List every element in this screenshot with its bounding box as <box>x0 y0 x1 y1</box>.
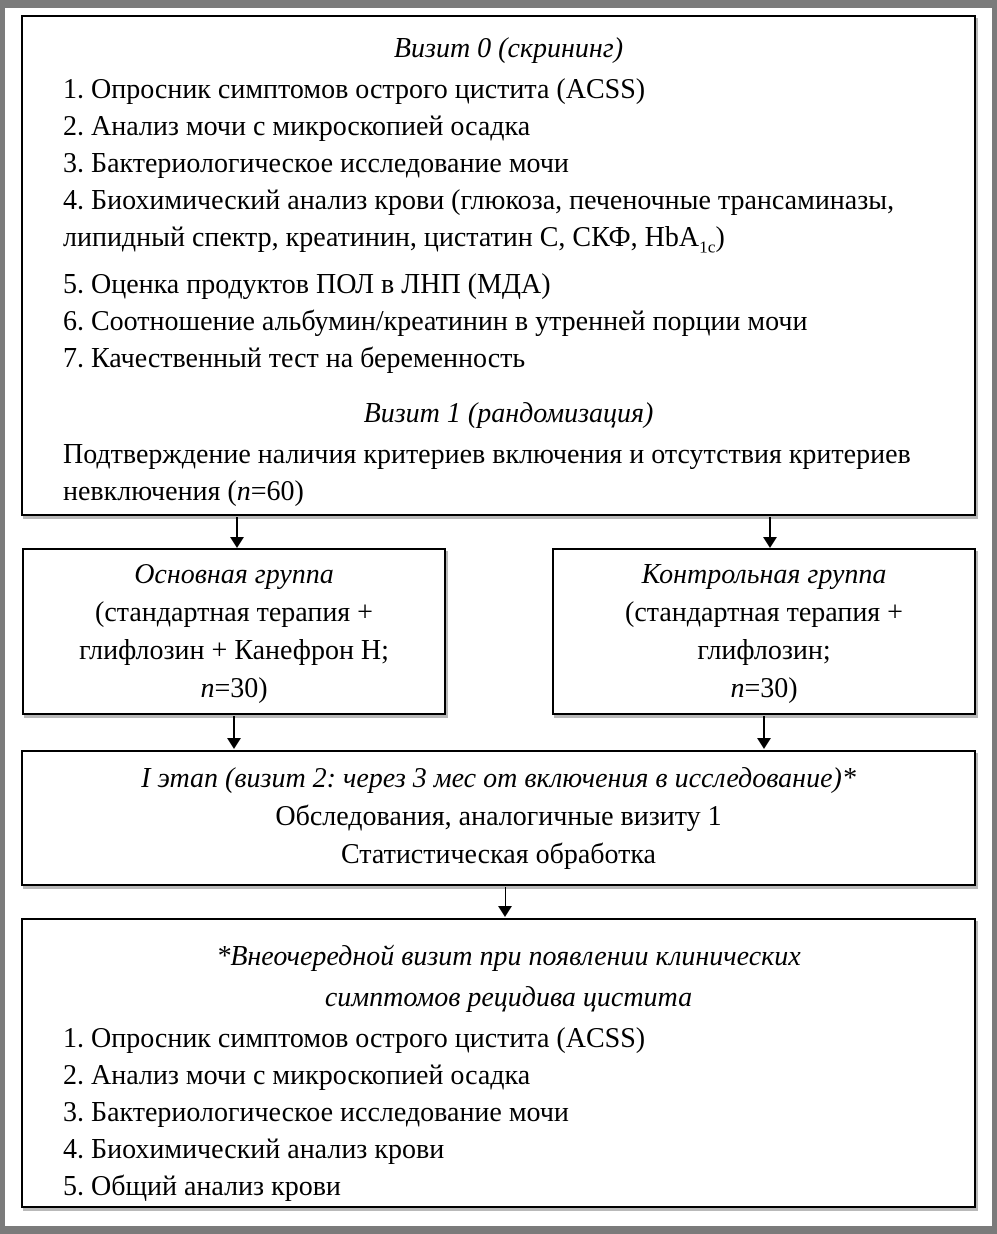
list-item <box>63 1168 954 1205</box>
down-arrow <box>757 716 771 749</box>
list-item <box>63 1020 954 1057</box>
list-item <box>63 266 954 303</box>
main-group-n <box>24 670 444 708</box>
list-item <box>63 71 954 108</box>
n-value: =30) <box>214 673 268 704</box>
stage1-line: Обследования, аналогичные визиту 1 <box>275 801 722 832</box>
list-item <box>63 145 954 182</box>
n-variable: n <box>730 673 745 704</box>
unscheduled-title-line: *Внеочередной визит при появлении клинических <box>216 941 801 972</box>
main-group-title: Основная группа <box>134 559 334 590</box>
item-text: 5. Оценка продуктов ПОЛ в ЛНП (МДА) <box>63 268 551 300</box>
stage1-line: Статистическая обработка <box>341 839 656 870</box>
item-text: 2. Анализ мочи с микроскопией осадка <box>63 111 531 142</box>
item-text: 3. Бактериологическое исследование мочи <box>63 1097 569 1128</box>
arrow-stem <box>233 716 235 738</box>
list-item <box>63 182 954 266</box>
n-value: =30) <box>744 673 798 704</box>
hba1c-subscript: 1c <box>699 237 716 257</box>
arrow-head-icon <box>230 537 244 548</box>
arrow-head-icon <box>498 906 512 917</box>
arrow-head-icon <box>757 738 771 749</box>
control-group-line: (стандартная терапия + <box>625 597 903 628</box>
confirmation-text-tail: =60) <box>250 475 304 507</box>
arrow-head-icon <box>763 537 777 548</box>
down-arrow <box>763 517 777 548</box>
down-arrow <box>498 887 512 917</box>
item-text: 3. Бактериологическое исследование мочи <box>63 148 569 179</box>
arrow-head-icon <box>227 738 241 749</box>
item-text: ) <box>715 222 725 253</box>
item-text: 7. Качественный тест на беременность <box>63 342 526 374</box>
control-group-title: Контрольная группа <box>641 559 887 590</box>
list-item <box>63 303 954 340</box>
unscheduled-title-line: симптомов рецидива цистита <box>324 982 693 1013</box>
n-variable: n <box>200 673 215 704</box>
main-group-line: (стандартная терапия + <box>95 597 373 628</box>
item-text: 4. Биохимический анализ крови <box>63 1134 445 1165</box>
list-item <box>63 1057 954 1094</box>
screening-box-title: Визит 0 (скрининг) <box>393 33 624 64</box>
item-text: 6. Соотношение альбумин/креатинин в утренней порции мочи <box>63 305 808 337</box>
randomization-title: Визит 1 (рандомизация) <box>363 397 654 429</box>
item-text: 1. Опросник симптомов острого цистита (ACSS) <box>63 1023 646 1054</box>
n-variable: n <box>236 475 251 507</box>
list-item <box>63 1094 954 1131</box>
randomization-text <box>63 436 954 510</box>
control-group-box <box>552 548 976 715</box>
arrow-stem <box>236 517 238 537</box>
unscheduled-list <box>63 1020 954 1205</box>
down-arrow <box>227 716 241 749</box>
control-group-n <box>554 670 974 708</box>
main-group-box <box>22 548 446 715</box>
arrow-stem <box>769 517 771 537</box>
screening-box <box>21 15 976 516</box>
item-text: 4. Биохимический анализ крови (глюкоза, печеночные трансаминазы, липидный спектр, креатинин, цистатин C, СКФ, HbA <box>63 185 895 253</box>
stage1-title: I этап (визит 2: через 3 мес от включения в исследование)* <box>141 763 856 794</box>
item-text: 1. Опросник симптомов острого цистита (ACSS) <box>63 74 646 105</box>
list-item <box>63 340 954 377</box>
item-text: 5. Общий анализ крови <box>63 1171 341 1202</box>
arrow-stem <box>505 887 506 906</box>
item-text: 2. Анализ мочи с микроскопией осадка <box>63 1060 531 1091</box>
list-item <box>63 108 954 145</box>
control-group-line: глифлозин; <box>697 635 831 666</box>
arrow-stem <box>763 716 765 738</box>
confirmation-text: Подтверждение наличия критериев включения и отсутствия критериев невключения ( <box>63 438 911 507</box>
screening-list <box>63 71 954 377</box>
unscheduled-visit-box <box>21 918 976 1208</box>
down-arrow <box>230 517 244 548</box>
list-item <box>63 1131 954 1168</box>
main-group-line: глифлозин + Канефрон Н; <box>79 635 389 666</box>
stage1-box <box>21 750 976 886</box>
